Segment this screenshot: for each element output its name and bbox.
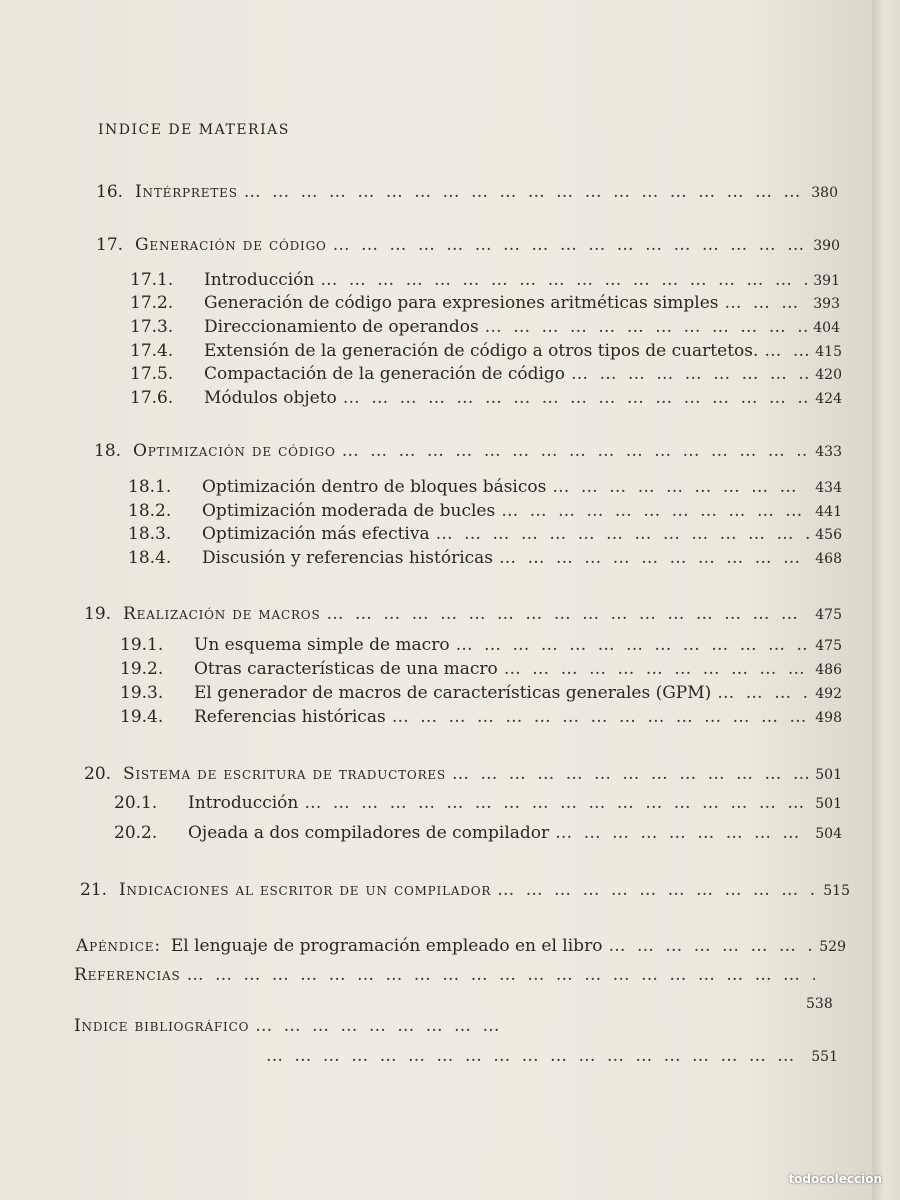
- entry-page: 529: [819, 939, 846, 955]
- toc-entry: [114, 823, 842, 843]
- entry-title: El generador de macros de características generales (GPM): [194, 683, 712, 703]
- page-edge: [872, 0, 900, 1200]
- leader-dots: [320, 270, 807, 290]
- entry-number: 19.4.: [120, 707, 164, 727]
- entry-number: 17.: [96, 235, 124, 255]
- entry-page: 393: [813, 296, 840, 312]
- leader-dots: [764, 341, 809, 361]
- leader-dots: [717, 683, 809, 703]
- entry-number: 21.: [80, 880, 108, 900]
- entry-title: Indice bibliográfico: [74, 1016, 250, 1036]
- toc-entry: [128, 548, 842, 568]
- entry-page: 380: [811, 185, 838, 201]
- leader-dots: [456, 635, 810, 655]
- entry-title: Introducción: [188, 793, 299, 813]
- leader-dots: [501, 501, 809, 521]
- entry-number: 18.2.: [128, 501, 172, 521]
- leader-dots: [392, 707, 810, 727]
- entry-title: Optimización moderada de bucles: [202, 501, 496, 521]
- entry-number: 20.2.: [114, 823, 158, 843]
- leader-dots: [436, 524, 810, 544]
- entry-page: 424: [815, 391, 842, 407]
- entry-title: Indicaciones al escritor de un compilador: [119, 880, 492, 900]
- entry-number: 18.3.: [128, 524, 172, 544]
- entry-title: Direccionamiento de operandos: [204, 317, 479, 337]
- entry-page: 390: [813, 238, 840, 254]
- entry-title: Compactación de la generación de código: [204, 364, 566, 384]
- entry-title: Optimización dentro de bloques básicos: [202, 477, 547, 497]
- toc-entry: [130, 317, 840, 337]
- leader-dots: [266, 1046, 805, 1066]
- leader-dots: [304, 793, 809, 813]
- leader-dots: [552, 477, 809, 497]
- leader-dots: [333, 235, 808, 255]
- entry-page: 433: [815, 444, 842, 460]
- toc-entry: [130, 293, 840, 313]
- entry-title: Realización de macros: [123, 604, 321, 624]
- entry-number: 18.4.: [128, 548, 172, 568]
- leader-dots: [504, 659, 810, 679]
- entry-page: 515: [823, 883, 850, 899]
- entry-page: 420: [815, 367, 842, 383]
- leader-dots: [342, 441, 810, 461]
- toc-entry: [120, 707, 842, 727]
- entry-page: 391: [813, 273, 840, 289]
- leader-dots: [485, 317, 808, 337]
- toc-entry: [84, 604, 842, 624]
- entry-number: 19.2.: [120, 659, 164, 679]
- toc-entry: [96, 182, 838, 202]
- toc-entry: [130, 388, 842, 408]
- entry-page: 404: [813, 320, 840, 336]
- entry-number: 17.2.: [130, 293, 174, 313]
- entry-title: Generación de código para expresiones aritméticas simples: [204, 293, 719, 313]
- entry-title: Extensión de la generación de código a otros tipos de cuartetos.: [204, 341, 759, 361]
- toc-entry: [96, 235, 840, 255]
- leader-dots: [244, 182, 806, 202]
- entry-number: 17.4.: [130, 341, 174, 361]
- entry-number: 16.: [96, 182, 124, 202]
- entry-page: 415: [815, 344, 842, 360]
- entry-number: 19.3.: [120, 683, 164, 703]
- entry-title: Introducción: [204, 270, 315, 290]
- entry-title: Sistema de escritura de traductores: [123, 764, 446, 784]
- leader-dots: [326, 604, 809, 624]
- leader-dots: [343, 388, 809, 408]
- entry-title: Un esquema simple de macro: [194, 635, 450, 655]
- entry-number: Apéndice:: [76, 936, 161, 956]
- entry-page: 486: [815, 662, 842, 678]
- leader-dots: [608, 936, 813, 956]
- running-head: INDICE DE MATERIAS: [98, 122, 290, 138]
- entry-number: 17.5.: [130, 364, 174, 384]
- entry-title: Optimización más efectiva: [202, 524, 430, 544]
- entry-page: 504: [815, 826, 842, 842]
- entry-page: 468: [815, 551, 842, 567]
- toc-entry: [120, 683, 842, 703]
- entry-number: 19.1.: [120, 635, 164, 655]
- leader-dots: [255, 1016, 508, 1036]
- toc-entry: [76, 936, 846, 956]
- entry-page: 538: [806, 996, 833, 1012]
- entry-title: Otras características de una macro: [194, 659, 498, 679]
- leader-dots: [187, 965, 816, 985]
- leader-dots: [724, 293, 807, 313]
- entry-page: 475: [815, 638, 842, 654]
- entry-number: 17.3.: [130, 317, 174, 337]
- toc-entry: [130, 270, 840, 290]
- entry-number: 18.: [94, 441, 122, 461]
- leader-dots: [452, 764, 809, 784]
- entry-number: 20.1.: [114, 793, 158, 813]
- entry-number: 20.: [84, 764, 112, 784]
- toc-entry: [260, 1046, 838, 1066]
- entry-number: 17.1.: [130, 270, 174, 290]
- leader-dots: [497, 880, 817, 900]
- entry-number: 19.: [84, 604, 112, 624]
- entry-title: Optimización de código: [133, 441, 336, 461]
- entry-number: 18.1.: [128, 477, 172, 497]
- entry-title: Ojeada a dos compiladores de compilador: [188, 823, 550, 843]
- entry-page: 434: [815, 480, 842, 496]
- entry-title: Módulos objeto: [204, 388, 337, 408]
- toc-entry: [84, 764, 842, 784]
- toc-entry: [80, 880, 850, 900]
- toc-entry: [128, 477, 842, 497]
- entry-page: 441: [815, 504, 842, 520]
- toc-entry: [74, 1016, 514, 1036]
- toc-entry: [120, 659, 842, 679]
- entry-page: 501: [815, 796, 842, 812]
- entry-page: 456: [815, 527, 842, 543]
- leader-dots: [499, 548, 809, 568]
- entry-title: Referencias históricas: [194, 707, 386, 727]
- entry-page: 498: [815, 710, 842, 726]
- entry-title: Referencias: [74, 965, 181, 985]
- entry-page: 501: [815, 767, 842, 783]
- toc-entry: [130, 341, 842, 361]
- leader-dots: [555, 823, 809, 843]
- toc-entry: [74, 965, 848, 985]
- toc-entry: [130, 364, 842, 384]
- entry-number: 17.6.: [130, 388, 174, 408]
- entry-title: Discusión y referencias históricas: [202, 548, 494, 568]
- entry-page: 475: [815, 607, 842, 623]
- leader-dots: [571, 364, 809, 384]
- entry-title: Intérpretes: [135, 182, 238, 202]
- toc-entry: [94, 441, 842, 461]
- toc-entry: [128, 501, 842, 521]
- toc-entry: [120, 635, 842, 655]
- entry-title: Generación de código: [135, 235, 327, 255]
- toc-entry: [114, 793, 842, 813]
- entry-page: 492: [815, 686, 842, 702]
- toc-entry-page-line: [806, 996, 833, 1012]
- watermark: todocoleccion: [788, 1172, 882, 1186]
- entry-title: El lenguaje de programación empleado en el libro: [170, 936, 603, 956]
- toc-entry: [128, 524, 842, 544]
- entry-page: 551: [811, 1049, 838, 1065]
